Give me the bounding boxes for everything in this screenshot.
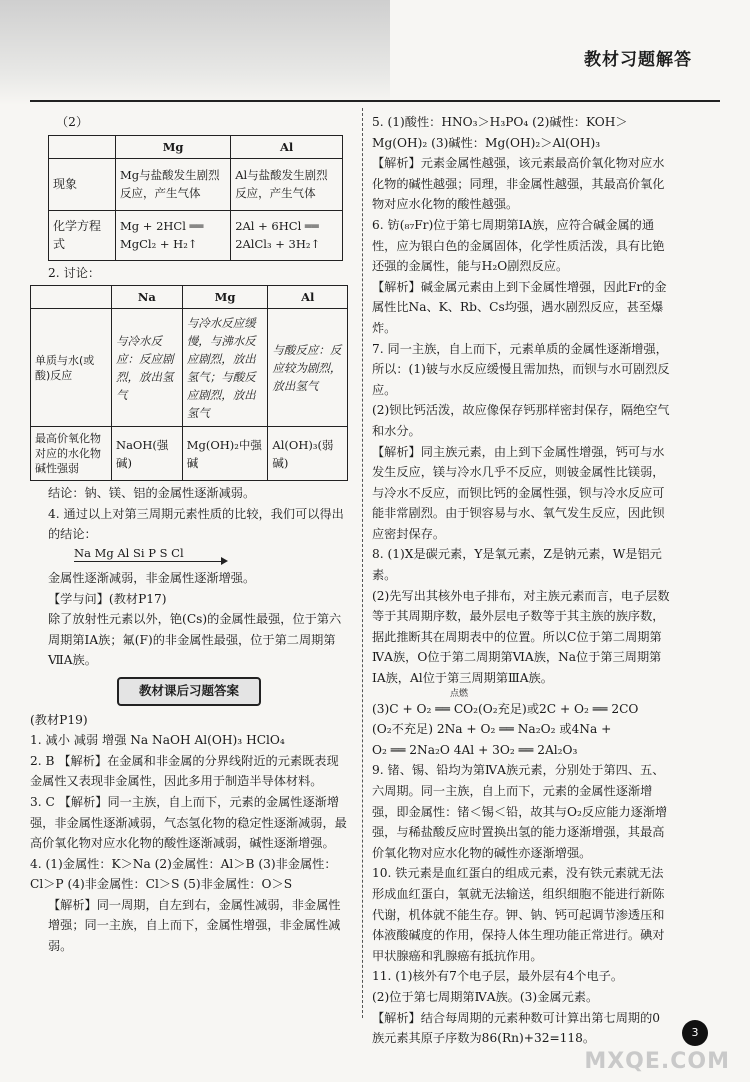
table2-row-water-reaction: 单质与水(或酸)反应: [31, 309, 112, 427]
answer-7: 7. 同一主族，自上而下，元素单质的金属性逐渐增强，所以：(1)铍与水反应缓慢且需加热，而钡与水可剧烈反应。: [372, 341, 670, 397]
table2-cell: 与酸反应：反应较为剧烈，放出氢气: [268, 309, 348, 427]
answer-5-analysis: 【解析】元素金属性越强，该元素最高价氧化物对应水化物的碱性越强；同理，非金属性越强，其最高价氧化物对应水化物的酸性越强。: [372, 156, 665, 212]
table2-corner: [31, 286, 112, 309]
header-rule: [30, 100, 720, 102]
table2-cell: 与冷水反应：反应剧烈，放出氢气: [112, 309, 183, 427]
table1-cell: Mg + 2HCl ══ MgCl₂ + H₂↑: [116, 210, 231, 260]
answer-8: 8. (1)X是碳元素，Y是氧元素，Z是钠元素，W是铝元素。: [372, 547, 662, 583]
answer-11: 11. (1)核外有7个电子层，最外层有4个电子。: [372, 969, 624, 984]
answer-7-part2: (2)钡比钙活泼，故应像保存钙那样密封保存，隔绝空气和水分。: [372, 403, 670, 438]
table1-row-phenomenon: 现象: [49, 158, 116, 210]
mg-al-table: [48, 135, 343, 261]
answer-6-analysis: 【解析】碱金属元素由上到下金属性增强，因此Fr的金属性比Na、K、Rb、Cs均强，遇水剧烈反应，甚至爆炸。: [372, 279, 667, 335]
answer-8-part2: (2)先写出其核外电子排布，对主族元素而言，电子层数等于其周期序数，最外层电子数等于其主族的族序数，据此推断其在周期表中的位置。所以C位于第二周期第ⅣA族，O位于第二周期第ⅥA族，Na位于第三周期第ⅠA族，Al位于第三周期第ⅢA族。: [372, 588, 670, 686]
xuewen-heading: 【学与问】(教材P17): [48, 591, 167, 606]
answer-8-eq1: (3)C + O₂ ══ CO₂(O₂充足)或2C + O₂ ══ 2CO: [372, 701, 639, 716]
right-column: [372, 112, 672, 1049]
left-column: [30, 112, 348, 957]
section-banner: 教材课后习题答案: [117, 677, 261, 706]
element-sequence: Na Mg Al Si P S Cl: [74, 545, 184, 560]
na-mg-al-table: [30, 285, 348, 481]
table1-corner: [49, 135, 116, 158]
table2-cell: NaOH(强碱): [112, 427, 183, 481]
table2-cell: 与冷水反应缓慢，与沸水反应剧烈，放出氢气；与酸反应剧烈，放出氢气: [182, 309, 268, 427]
discuss-label: 2. 讨论：: [48, 265, 101, 280]
answer-5: 5. (1)酸性：HNO₃＞H₃PO₄ (2)碱性：KOH＞Mg(OH)₂ (3)碱性：Mg(OH)₂＞Al(OH)₃: [372, 115, 628, 150]
xuewen-text: 除了放射性元素以外，铯(Cs)的金属性最强，位于第六周期第ⅠA族；氟(F)的非金属性最强，位于第二周期第ⅦA族。: [48, 612, 342, 668]
answer-7-analysis: 【解析】同主族元素，由上到下金属性增强，钙可与水发生反应，镁与冷水几乎不反应，则铍金属性比镁弱，与冷水不反应，而钡比钙的金属性强，钡与冷水反应可能非常剧烈。由于钡容易与水、氧气发生反应，因此钡应密封保存。: [372, 444, 665, 541]
answer-10: 10. 铁元素是血红蛋白的组成元素，没有铁元素就无法形成血红蛋白，氧就无法输送，组织细胞不能进行新陈代谢，机体就不能生存。钾、钠、钙可起调节渗透压和体液酸碱度的作用，保持人体生理功能正常进行。碘对甲状腺癌和乳腺癌有抵抗作用。: [372, 866, 665, 963]
table2-cell: Mg(OH)₂中强碱: [182, 427, 268, 481]
table1-col-al: Al: [231, 135, 343, 158]
column-divider: [362, 108, 363, 1018]
answer-11-part2: (2)位于第七周期第ⅣA族。(3)金属元素。: [372, 989, 599, 1004]
answer-8-eq3: O₂ ══ 2Na₂O 4Al + 3O₂ ══ 2Al₂O₃: [372, 742, 578, 757]
answer-2: 2. B 【解析】在金属和非金属的分界线附近的元素既表现金属性又表现非金属性，因此多用于制造半导体材料。: [30, 753, 339, 789]
table2-row-base-strength: 最高价氧化物对应的水化物碱性强弱: [31, 427, 112, 481]
table2-col-al: Al: [268, 286, 348, 309]
answer-4: 4. (1)金属性：K＞Na (2)金属性：Al＞B (3)非金属性：Cl＞P (4)非金属性：Cl＞S (5)非金属性：O＞S: [30, 856, 337, 892]
table1-cell: Al与盐酸发生剧烈反应，产生气体: [231, 158, 343, 210]
table1-col-mg: Mg: [116, 135, 231, 158]
table2-cell: Al(OH)₃(弱碱): [268, 427, 348, 481]
table1-label: （2）: [56, 115, 89, 129]
condition-ignite: 点燃: [450, 688, 469, 699]
page-header-title: 教材习题解答: [584, 50, 692, 70]
textbook-ref: (教材P19): [30, 712, 88, 727]
table2-col-na: Na: [112, 286, 183, 309]
answer-11-analysis: 【解析】结合每周期的元素种数可计算出第七周期的0族元素其原子序数为86(Rn)+32=118。: [372, 1010, 661, 1046]
table1-cell: Mg与盐酸发生剧烈反应，产生气体: [116, 158, 231, 210]
answer-3: 3. C 【解析】同一主族，自上而下，元素的金属性逐渐增强，非金属性逐渐减弱，气态氢化物的稳定性逐渐减弱，最高价氧化物对应水化物的酸性逐渐减弱，碱性逐渐增强。: [30, 794, 347, 851]
top-shade: [0, 0, 390, 105]
answer-9: 9. 锗、锡、铅均为第ⅣA族元素，分别处于第四、五、六周期。同一主族，自上而下，元素的金属性逐渐增强，即金属性：锗＜锡＜铅，故其与O₂反应能力逐渐增强，与稀盐酸反应时置换出氢的能力逐渐增强，其最高价氧化物对应水化物的碱性亦逐渐增强。: [372, 763, 668, 860]
page-number: 3: [682, 1020, 708, 1046]
table2-col-mg: Mg: [182, 286, 268, 309]
answer-8-eq2: (O₂不充足) 2Na + O₂ ══ Na₂O₂ 或4Na +: [372, 722, 612, 737]
watermark: MXQE.COM: [584, 1049, 730, 1074]
answer-1: 1. 减小 减弱 增强 Na NaOH Al(OH)₃ HClO₄: [30, 733, 285, 748]
trend-arrow: [74, 561, 224, 566]
conclusion: 结论：钠、镁、铝的金属性逐渐减弱。: [48, 486, 256, 501]
table1-row-equation: 化学方程式: [49, 210, 116, 260]
answer-4-intro: 4. 通过以上对第三周期元素性质的比较，我们可以得出的结论：: [48, 506, 344, 542]
table1-cell: 2Al + 6HCl ══ 2AlCl₃ + 3H₂↑: [231, 210, 343, 260]
answer-6: 6. 钫(₈₇Fr)位于第七周期第ⅠA族，应符合碱金属的通性，应为银白色的金属固体，化学性质活泼，具有比铯还强的金属性，能与H₂O剧烈反应。: [372, 217, 665, 274]
answer-4-analysis: 【解析】同一周期，自左到右，金属性减弱，非金属性增强；同一主族，自上而下，金属性增强，非金属性减弱。: [48, 897, 341, 954]
trend-text: 金属性逐渐减弱，非金属性逐渐增强。: [48, 570, 256, 585]
